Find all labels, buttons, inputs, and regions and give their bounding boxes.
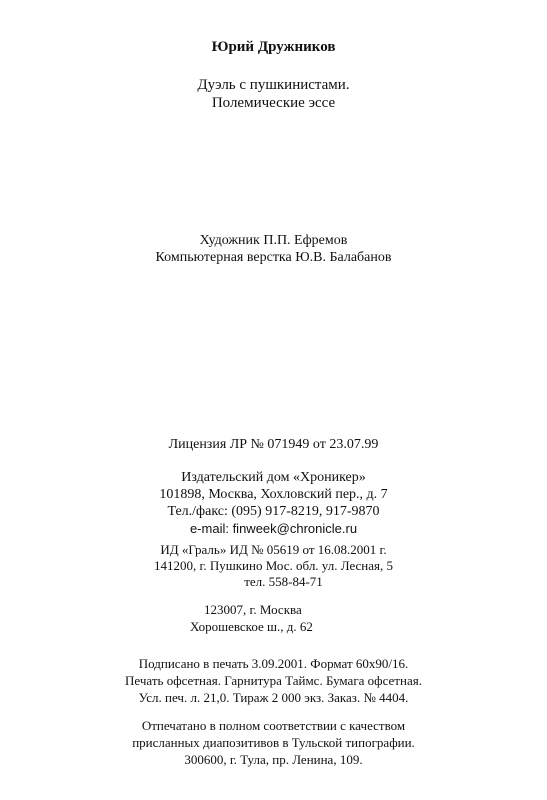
printer-id-line-3: тел. 558-84-71 (244, 574, 323, 589)
layout-credit: Компьютерная верстка Ю.В. Балабанов (155, 250, 392, 265)
print-info-line-1: Подписано в печать 3.09.2001. Формат 60x90/16. (138, 656, 409, 671)
print-info-line-2: Печать офсетная. Гарнитура Таймс. Бумага офсетная. (125, 673, 422, 688)
print-house-line-1: Отпечатано в полном соответствии с качеством (141, 718, 406, 733)
title-line-2: Полемические эссе (211, 95, 336, 111)
credits-block (0, 232, 547, 266)
print-house-block (0, 717, 547, 768)
license-line (0, 436, 547, 453)
publisher-block (0, 469, 547, 537)
address2-street: Хорошевское ш., д. 62 (190, 619, 313, 634)
publisher-address: 101898, Москва, Хохловский пер., д. 7 (159, 487, 388, 502)
print-info-line-3: Усл. печ. л. 21,0. Тираж 2 000 экз. Заказ. № 4404. (138, 690, 409, 705)
address2-city: 123007, г. Москва (204, 602, 302, 617)
license-text: Лицензия ЛР № 071949 от 23.07.99 (168, 437, 379, 452)
publisher-email: e-mail: finweek@chronicle.ru (189, 521, 358, 536)
print-house-line-2: присланных диапозитивов в Тульской типографии. (132, 735, 415, 750)
title-line-1: Дуэль с пушкинистами. (197, 77, 350, 93)
print-house-line-3: 300600, г. Тула, пр. Ленина, 109. (184, 752, 363, 767)
printer-id-block (0, 542, 547, 590)
printer-id-line-2: 141200, г. Пушкино Мос. обл. ул. Лесная, 5 (153, 558, 394, 573)
author-line: Юрий Дружников (211, 39, 336, 55)
author-name (0, 38, 547, 56)
artist-credit: Художник П.П. Ефремов (199, 233, 348, 248)
print-info-block (0, 655, 547, 706)
address-block-2 (190, 601, 313, 635)
publisher-phone: Тел./факс: (095) 917-8219, 917-9870 (167, 504, 380, 519)
book-title (0, 76, 547, 112)
printer-id-line-1: ИД «Граль» ИД № 05619 от 16.08.2001 г. (160, 542, 387, 557)
publisher-name: Издательский дом «Хроникер» (181, 470, 366, 485)
